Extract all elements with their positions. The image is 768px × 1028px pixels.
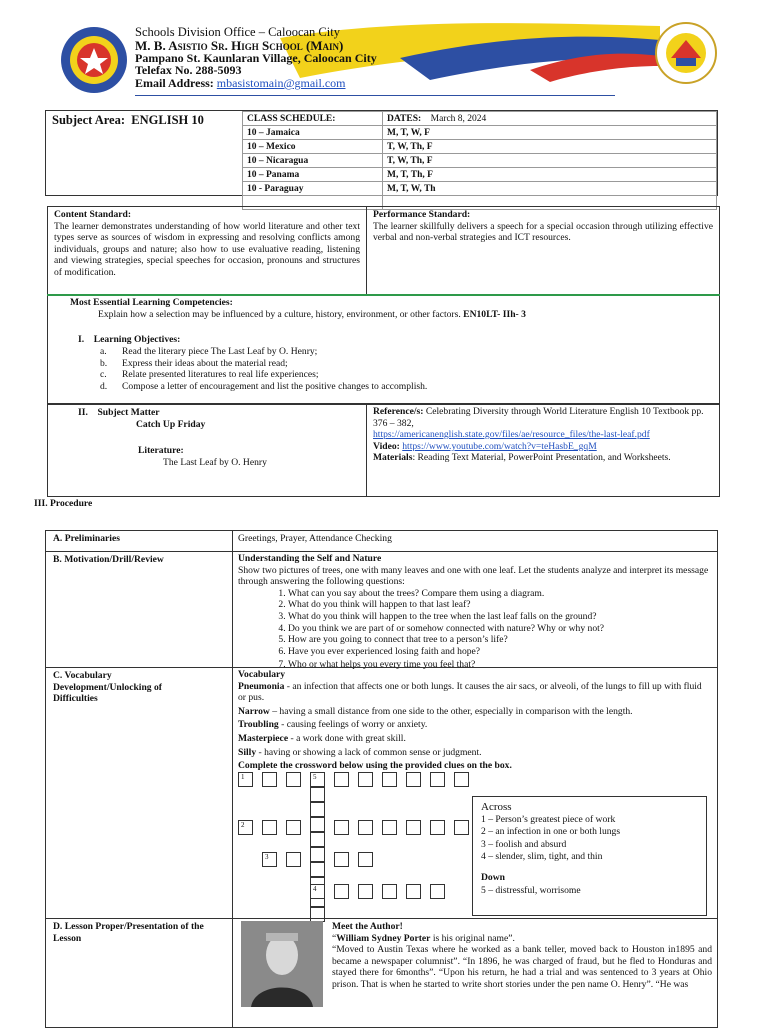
crossword-cell[interactable] [262,772,277,787]
content-standard-box [47,206,367,296]
melc-title: Most Essential Learning Competencies: [70,297,233,308]
crossword-cell[interactable] [406,772,421,787]
crossword-cell[interactable] [406,884,421,899]
vocab-item: Masterpiece - a work done with great skill. [238,732,406,744]
crossword-grid [238,772,468,922]
header [0,0,768,100]
crossword-cell[interactable]: 2 [238,820,253,835]
division-office: Schools Division Office – Caloocan City [135,25,340,39]
header-divider [135,95,615,96]
down-title: Down [481,871,505,883]
crossword-clues-box [472,796,707,916]
school-address: Pampano St. Kaunlaran Village, Caloocan City [135,51,377,65]
crossword-cell[interactable] [310,862,325,877]
vocab-item: Troubling - causing feelings of worry or anxiety. [238,719,428,731]
crossword-cell[interactable] [310,832,325,847]
telefax: Telefax No. 288-5093 [135,63,242,77]
melc-text: Explain how a selection may be influenced by a culture, history, environment, or other factors. [98,309,461,320]
row-label: B. Motivation/Drill/Review [46,552,233,667]
list-item: 6. Have you ever experienced losing faith and hope? [288,646,712,658]
row-label: C. Vocabulary Development/Unlocking of Difficulties [46,668,233,918]
crossword-cell[interactable]: 5 [310,772,325,787]
catch-up-friday: Catch Up Friday [136,419,206,430]
objectives-heading: I. Learning Objectives: [78,334,181,345]
list-item: d. Compose a letter of encouragement and list the positive changes to accomplish. [100,380,428,392]
video-link[interactable]: https://www.youtube.com/watch?v=teHasbE_gqM [402,440,597,452]
crossword-cell[interactable]: 4 [310,884,325,899]
references-text: Reference/s: Celebrating Diversity through World Literature English 10 Textbook pp. 376 – 382, https://americanenglish.state.gov/files/ae/resource_files/the-last-leaf.pdf Video: https://www.youtube.com/watch?v=teHasbE_gqM Materials: Reading Text Material, PowerPoint Presentation, and Worksheets. [373,406,704,464]
list-item: 3 – foolish and absurd [481,838,567,850]
procedure-title: III. Procedure [34,498,93,509]
list-item: 1 – Person’s greatest piece of work [481,813,616,825]
crossword-cell[interactable] [334,884,349,899]
dates-header: DATES: [387,113,422,124]
list-item: 5. How are you going to connect that tree to a person’s life? [288,634,712,646]
list-item: 2. What do you think will happen to that last leaf? [288,599,712,611]
crossword-cell[interactable] [310,787,325,802]
crossword-instructions: Complete the crossword below using the provided clues on the box. [238,760,512,772]
crossword-cell[interactable] [286,852,301,867]
literature-label: Literature: [138,445,184,456]
crossword-cell[interactable] [358,852,373,867]
table-row: 10 – Jamaica M, T, W, F [243,126,717,140]
crossword-cell[interactable] [430,772,445,787]
subject-matter-box [47,404,367,497]
melc-code: EN10LT- IIh- 3 [463,309,526,320]
list-item: a. Read the literary piece The Last Leaf by O. Henry; [100,346,318,357]
vocab-item: Narrow – having a small distance from one side to the other, especially in comparison with the length. [238,705,633,717]
crossword-cell[interactable] [454,772,469,787]
crossword-cell[interactable] [334,820,349,835]
division-seal-icon [655,22,717,84]
crossword-cell[interactable] [286,820,301,835]
procedure-row-a [45,530,718,552]
list-item: 1. What can you say about the trees? Compare them using a diagram. [288,588,712,600]
email-label: Email Address: [135,76,217,90]
crossword-cell[interactable] [334,852,349,867]
vocab-item: Pneumonia - an infection that affects one or both lungs. It causes the air sacs, or alveoli, of the lungs to fill up with fluid or pus. [238,680,702,704]
subject-area-value: ENGLISH 10 [131,113,204,127]
subject-area-label: Subject Area: [52,113,126,127]
content-standard-text: The learner demonstrates understanding of how world literature and other text types serve as sources of wisdom in expressing and resolving conflicts among individuals, groups and nature; also how to use evaluative reading, listening and viewing strategies, special speeches for occasion, pronouns and structures of modification. [54,220,360,278]
crossword-cell[interactable] [406,820,421,835]
date-value: March 8, 2024 [430,113,487,124]
melc-box [47,296,720,404]
across-title: Across [481,801,512,813]
crossword-cell[interactable] [310,817,325,832]
list-item: 2 – an infection in one or both lungs [481,826,621,838]
content-standard-title: Content Standard: [54,209,132,220]
crossword-cell[interactable] [430,820,445,835]
crossword-cell[interactable] [334,772,349,787]
motivation-content: Understanding the Self and Nature Show two pictures of trees, one with many leaves and one with one leaf. Let the students analyze and interpret its message through answering the following questions: 1. What can you say about the trees? Compare them using a diagram. 2. What do you think will happen to that last leaf? 3. What do you think will happen to the tree when the last leaf falls on the ground? 4. Do you think we are part of or somehow connected with nature? Why or why not? 5. How are you going to connect that tree to a person’s life? 6. Have you ever experienced losing faith and hope? 7. Who or what helps you every time you feel that? [238,553,712,671]
performance-standard-text: The learner skillfully delivers a speech for a special occasion through utilizing effective verbal and non-verbal strategies and ICT resources. [373,220,713,244]
author-bio: “Moved to Austin Texas where he worked as a bank teller, moved back to Houston in1895 and became a newspaper columnist”. “In 1896, he was charged of fraud, but he fled to Honduras and stayed there for 6months”. “Upon his return, he had a trial and was sentenced to 3 years at Ohio prison. That is when he started to write short stories under the pen name O. Henry”. “He was [332,944,712,990]
list-item: 3. What do you think will happen to the tree when the last leaf falls on the ground? [288,611,712,623]
list-item: 7. Who or what helps you every time you feel that? [288,659,712,671]
motivation-questions [238,588,712,671]
procedure-row-d [45,918,718,1028]
vocabulary-content: Vocabulary Pneumonia - an infection that affects one or both lungs. It causes the air sacs, or alveoli, of the lungs to fill up with fluid or pus. Narrow – having a small distance from one side to the other, especially in comparison with the length. Troubling - causing feelings of worry or anxiety. Masterpiece - a work done with great skill. Silly - having or showing a lack of common sense or judgment. Complete the crossword below using the provided clues on the box. [238,669,712,772]
list-item: c. Relate presented literatures to real life experiences; [100,369,319,381]
subject-matter-heading: II. Subject Matter [78,407,160,418]
class-schedule-table [242,111,717,210]
author-photo-image [241,921,323,1007]
author-title: Meet the Author! [332,921,403,932]
performance-standard-box [366,206,720,296]
author-content: Meet the Author! “William Sydney Porter is his original name”. “Moved to Austin Texas where he worked as a bank teller, moved back to Houston in1895 and became a newspaper columnist”. “In 1896, he was charged of fraud, but he fled to Honduras and stayed there for 6months”. “Upon his return, he had a trial and was sentenced to 3 years at Ohio prison. That is when he started to write short stories under the pen name O. Henry”. “He was [332,921,712,990]
literature-title: The Last Leaf by O. Henry [163,457,267,468]
table-row: 10 - Paraguay M, T, W, Th [243,182,717,196]
list-item: b. Express their ideas about the material read; [100,357,288,369]
crossword-cell[interactable] [358,820,373,835]
school-seal-icon [60,26,128,94]
reference-link[interactable]: https://americanenglish.state.gov/files/ae/resource_files/the-last-leaf.pdf [373,429,650,441]
schedule-header: CLASS SCHEDULE: [243,112,383,126]
list-item: 5 – distressful, worrisome [481,884,581,896]
procedure-row-b [45,551,718,671]
row-label: D. Lesson Proper/Presentation of the Lesson [46,919,233,1027]
crossword-cell[interactable] [286,772,301,787]
crossword-cell[interactable] [382,884,397,899]
crossword-cell[interactable] [310,847,325,862]
performance-standard-title: Performance Standard: [373,209,471,220]
table-row: 10 – Panama M, T, Th, F [243,168,717,182]
crossword-cell[interactable] [262,820,277,835]
crossword-cell[interactable] [310,802,325,817]
school-name: M. B. Asistio Sr. High School (Main) [135,38,344,53]
vocab-item: Silly - having or showing a lack of common sense or judgment. [238,746,482,758]
crossword-cell[interactable] [454,820,469,835]
list-item: 4. Do you think we are part of or somehow connected with nature? Why or why not? [288,623,712,635]
crossword-cell[interactable] [358,884,373,899]
melc-text-line [98,309,526,321]
row-label: A. Preliminaries [46,531,233,551]
author-name: William Sydney Porter [336,932,431,944]
crossword-cell[interactable] [358,772,373,787]
crossword-cell[interactable] [430,884,445,899]
email-link[interactable]: mbasistomain@gmail.com [216,76,346,90]
subject-area [52,113,204,128]
crossword-cell[interactable] [382,820,397,835]
crossword-cell[interactable]: 1 [238,772,253,787]
table-row: 10 – Nicaragua T, W, Th, F [243,154,717,168]
email-line [135,76,346,91]
crossword-cell[interactable]: 3 [262,852,277,867]
preliminaries-text: Greetings, Prayer, Attendance Checking [238,533,392,544]
procedure-row-c [45,667,718,919]
crossword-cell[interactable] [382,772,397,787]
objectives-list [100,346,700,392]
table-row: 10 – Mexico T, W, Th, F [243,140,717,154]
dates-cell [383,112,717,126]
list-item: 4 – slender, slim, tight, and thin [481,851,603,863]
references-box [366,404,720,497]
